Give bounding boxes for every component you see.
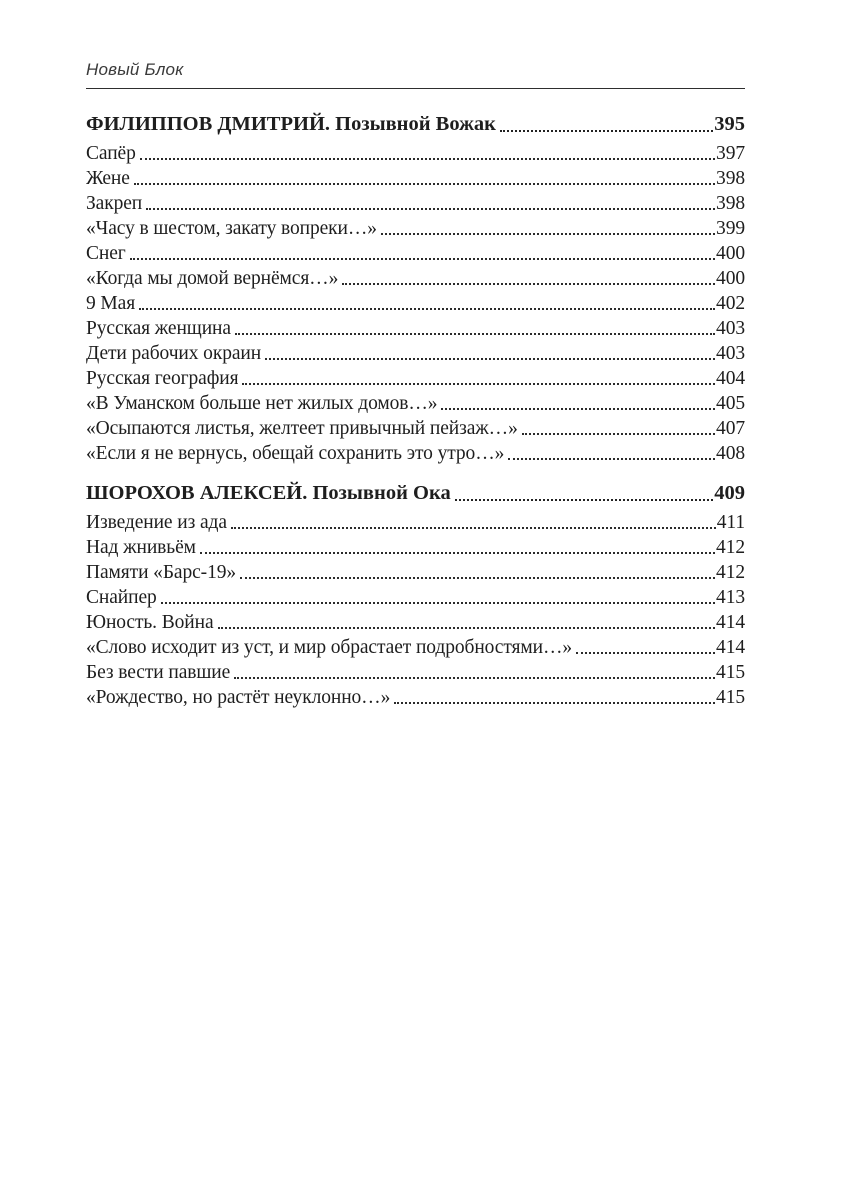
toc-entry-page-number: 398	[716, 193, 745, 214]
toc-entry-title: Жене	[86, 168, 130, 189]
toc-entry-page-number: 403	[716, 343, 745, 364]
toc-entry-row	[86, 510, 745, 535]
toc-section-entries	[86, 141, 745, 466]
toc-entry-title: «Когда мы домой вернёмся…»	[86, 268, 339, 289]
toc-entry-title: Над жнивьём	[86, 537, 196, 558]
dot-leader	[140, 158, 715, 160]
toc-entry-row	[86, 366, 745, 391]
dot-leader	[161, 602, 715, 604]
toc-entry-page-number: 414	[716, 612, 745, 633]
table-of-contents	[86, 89, 745, 710]
dot-leader	[342, 283, 715, 285]
toc-entry-page-number: 405	[716, 393, 745, 414]
toc-entry-title: Изведение из ада	[86, 512, 227, 533]
toc-entry-row	[86, 341, 745, 366]
toc-entry-row	[86, 391, 745, 416]
dot-leader	[242, 383, 715, 385]
dot-leader	[508, 458, 715, 460]
toc-entry-title: Дети рабочих окраин	[86, 343, 262, 364]
toc-entry-page-number: 407	[716, 418, 745, 439]
toc-entry-title: Закреп	[86, 193, 143, 214]
toc-entry-page-number: 399	[716, 218, 745, 239]
dot-leader	[200, 552, 715, 554]
toc-entry-page-number: 403	[716, 318, 745, 339]
toc-entry-row	[86, 291, 745, 316]
toc-section-heading-row	[86, 111, 745, 138]
toc-section-page-number: 395	[714, 113, 745, 135]
toc-entry-row	[86, 560, 745, 585]
toc-entry-page-number: 404	[716, 368, 745, 389]
dot-leader	[522, 433, 715, 435]
toc-entry-page-number: 414	[716, 637, 745, 658]
toc-entry-title: «Осыпаются листья, желтеет привычный пейзаж…»	[86, 418, 518, 439]
toc-entry-title: Юность. Война	[86, 612, 214, 633]
dot-leader	[235, 333, 715, 335]
toc-entry-row	[86, 635, 745, 660]
dot-leader	[265, 358, 715, 360]
toc-entry-row	[86, 141, 745, 166]
toc-section-title: ФИЛИППОВ ДМИТРИЙ. Позывной Вожак	[86, 113, 496, 135]
toc-entry-title: «Часу в шестом, закату вопреки…»	[86, 218, 377, 239]
toc-entry-title: Памяти «Барс-19»	[86, 562, 237, 583]
toc-section-page-number: 409	[714, 482, 745, 504]
toc-entry-title: «В Уманском больше нет жилых домов…»	[86, 393, 438, 414]
toc-entry-title: «Слово исходит из уст, и мир обрастает подробностями…»	[86, 637, 573, 658]
toc-entry-row	[86, 660, 745, 685]
toc-entry-page-number: 415	[716, 687, 745, 708]
dot-leader	[146, 208, 715, 210]
toc-section-entries	[86, 510, 745, 710]
toc-entry-page-number: 398	[716, 168, 745, 189]
toc-entry-row	[86, 241, 745, 266]
toc-entry-row	[86, 266, 745, 291]
toc-entry-page-number: 400	[716, 243, 745, 264]
toc-entry-page-number: 413	[716, 587, 745, 608]
toc-section	[86, 480, 745, 710]
toc-entry-row	[86, 535, 745, 560]
dot-leader	[234, 677, 715, 679]
running-title: Новый Блок	[86, 60, 184, 79]
toc-entry-row	[86, 441, 745, 466]
toc-section	[86, 111, 745, 466]
dot-leader	[130, 258, 715, 260]
toc-entry-page-number: 402	[716, 293, 745, 314]
dot-leader	[231, 527, 716, 529]
toc-entry-page-number: 408	[716, 443, 745, 464]
toc-entry-row	[86, 416, 745, 441]
toc-entry-title: Без вести павшие	[86, 662, 231, 683]
dot-leader	[218, 627, 716, 629]
toc-entry-title: Снег	[86, 243, 126, 264]
toc-entry-row	[86, 166, 745, 191]
dot-leader	[576, 652, 715, 654]
toc-entry-page-number: 397	[716, 143, 745, 164]
toc-entry-title: 9 Мая	[86, 293, 136, 314]
toc-entry-page-number: 412	[716, 537, 745, 558]
toc-entry-row	[86, 685, 745, 710]
dot-leader	[139, 308, 715, 310]
toc-entry-row	[86, 316, 745, 341]
toc-entry-title: «Рождество, но растёт неуклонно…»	[86, 687, 391, 708]
toc-entry-page-number: 415	[716, 662, 745, 683]
dot-leader	[134, 183, 715, 185]
toc-entry-title: «Если я не вернусь, обещай сохранить это утро…»	[86, 443, 505, 464]
dot-leader	[455, 499, 714, 501]
toc-entry-page-number: 400	[716, 268, 745, 289]
dot-leader	[441, 408, 715, 410]
toc-entry-row	[86, 191, 745, 216]
page-header	[86, 60, 745, 89]
dot-leader	[394, 702, 715, 704]
dot-leader	[381, 233, 715, 235]
toc-entry-row	[86, 585, 745, 610]
toc-entry-title: Русская женщина	[86, 318, 231, 339]
dot-leader	[500, 130, 713, 132]
toc-entry-title: Снайпер	[86, 587, 157, 608]
toc-entry-row	[86, 216, 745, 241]
toc-entry-title: Русская география	[86, 368, 239, 389]
toc-entry-page-number: 411	[716, 512, 745, 533]
toc-entry-row	[86, 610, 745, 635]
dot-leader	[240, 577, 715, 579]
toc-section-title: ШОРОХОВ АЛЕКСЕЙ. Позывной Ока	[86, 482, 451, 504]
toc-section-heading-row	[86, 480, 745, 507]
toc-entry-title: Сапёр	[86, 143, 136, 164]
toc-entry-page-number: 412	[716, 562, 745, 583]
